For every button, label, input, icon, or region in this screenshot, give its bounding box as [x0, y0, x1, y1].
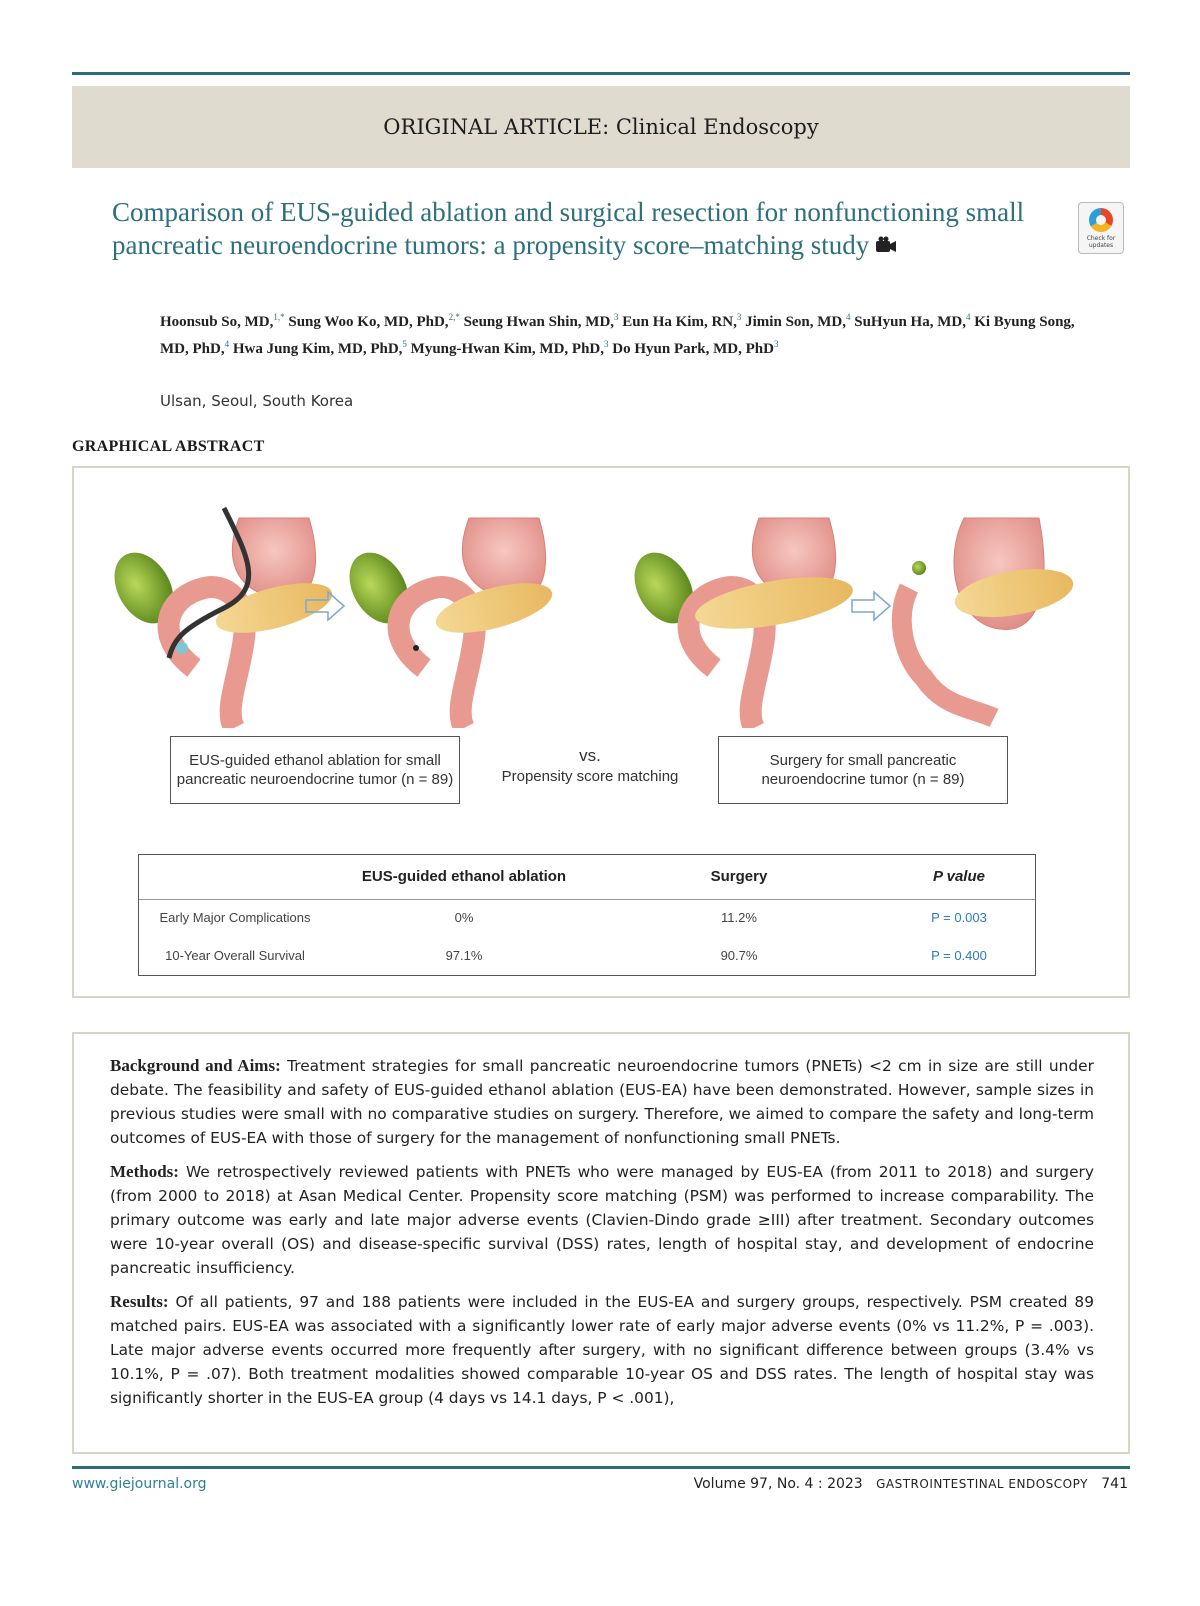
- bottom-rule: [72, 1466, 1130, 1469]
- badge-label: Check for updates: [1086, 235, 1116, 249]
- author-affiliation-marker: 5: [402, 339, 407, 349]
- author-affiliation-marker: 2,*: [448, 312, 460, 322]
- top-rule: [72, 72, 1130, 75]
- author-name: Do Hyun Park, MD, PhD: [608, 341, 774, 357]
- author-affiliation-marker: 3: [773, 339, 779, 349]
- author-affiliation-marker: 3: [604, 339, 609, 349]
- abstract-box: [72, 1032, 1130, 1454]
- table-cell: 11.2%: [721, 910, 757, 925]
- table-cell-pvalue: P = 0.400: [931, 948, 987, 963]
- article-type-label: ORIGINAL ARTICLE: Clinical Endoscopy: [383, 115, 819, 139]
- abstract-methods: [110, 1160, 1094, 1280]
- methods-label: Methods:: [110, 1162, 179, 1181]
- author-affiliation-marker: 1,*: [273, 312, 285, 322]
- surgery-before: [622, 518, 856, 728]
- crossmark-icon: [1089, 208, 1113, 232]
- author-name: Hwa Jung Kim, MD, PhD,: [229, 341, 403, 357]
- vs-label: vs.: [579, 746, 601, 765]
- author-name: Eun Ha Kim, RN,: [618, 314, 737, 330]
- author-name: Myung-Hwan Kim, MD, PhD,: [406, 341, 605, 357]
- author-name: SuHyun Ha, MD,: [850, 314, 966, 330]
- author-affiliation-marker: 3: [614, 312, 619, 322]
- author-name: Hoonsub So, MD,: [160, 314, 274, 330]
- results-label: Results:: [110, 1292, 169, 1311]
- surgery-caption: [718, 736, 1008, 804]
- video-camera-icon[interactable]: [875, 236, 897, 256]
- author-name: Ki Byung Song, MD, PhD,: [160, 314, 1075, 357]
- author-name: Jimin Son, MD,: [741, 314, 846, 330]
- background-label: Background and Aims:: [110, 1056, 281, 1075]
- footer-page: 741: [1101, 1476, 1128, 1492]
- author-name: Sung Woo Ko, MD, PhD,: [284, 314, 449, 330]
- anatomy-illustration: [74, 478, 1128, 728]
- results-table: [138, 854, 1036, 976]
- author-list: [160, 306, 1080, 360]
- table-row-label: 10-Year Overall Survival: [165, 948, 305, 963]
- graphical-abstract: [72, 466, 1130, 998]
- footer-journal: GASTROINTESTINAL ENDOSCOPY: [876, 1477, 1088, 1491]
- arrow-right-icon-2: [852, 592, 890, 620]
- table-cell: 97.1%: [445, 948, 483, 963]
- col-header-eus: EUS-guided ethanol ablation: [361, 868, 567, 885]
- article-type-banner: [72, 86, 1130, 168]
- author-affiliation-marker: 4: [965, 312, 971, 322]
- eus-ablation-after: [337, 518, 557, 728]
- surgery-caption-text: Surgery for small pancreatic neuroendocrine tumor (n = 89): [761, 752, 965, 788]
- abstract-background: [110, 1054, 1094, 1150]
- journal-url-link[interactable]: www.giejournal.org: [72, 1476, 207, 1492]
- eus-ablation-before: [102, 508, 337, 728]
- background-text: Treatment strategies for small pancreatic neuroendocrine tumors (PNETs) <2 cm in size are still under debate. The feasibility and safety of EUS-guided ethanol ablation (EUS-EA) have been demonstrated. However, sample sizes in previous studies were small with no comparative studies on surgery. Therefore, we aimed to compare the safety and long-term outcomes of EUS-EA with those of surgery for the management of nonfunctioning small PNETs.: [110, 1057, 1094, 1147]
- table-cell: 0%: [454, 910, 474, 925]
- article-title: [112, 196, 1052, 262]
- author-affiliation-marker: 4: [846, 312, 851, 322]
- surgery-after: [902, 518, 1077, 718]
- psm-label: Propensity score matching: [501, 768, 679, 785]
- article-title-text: Comparison of EUS-guided ablation and surgical resection for nonfunctioning small pancreatic neuroendocrine tumors: a propensity score–matching study: [112, 197, 1025, 260]
- check-for-updates-badge[interactable]: [1078, 202, 1124, 254]
- eus-ea-caption-text: EUS-guided ethanol ablation for small pancreatic neuroendocrine tumor (n = 89): [176, 752, 454, 788]
- table-cell: 90.7%: [720, 948, 758, 963]
- methods-text: We retrospectively reviewed patients with PNETs who were managed by EUS-EA (from 2011 to 2018) and surgery (from 2000 to 2018) at Asan Medical Center. Propensity score matching (PSM) was performed to increase comparability. The primary outcome was early and late major adverse events (Clavien-Dindo grade ≥III) after treatment. Secondary outcomes were 10-year overall (OS) and disease-specific survival (DSS) rates, length of hospital stay, and development of endocrine pancreatic insufficiency.: [110, 1163, 1094, 1277]
- table-row-label: Early Major Complications: [159, 910, 311, 925]
- footer-citation: [694, 1476, 1128, 1492]
- abstract-results: [110, 1290, 1094, 1410]
- author-affiliation-marker: 3: [736, 312, 742, 322]
- col-header-surgery: Surgery: [710, 868, 768, 885]
- author-name: Seung Hwan Shin, MD,: [459, 314, 615, 330]
- author-affiliation-marker: 4: [224, 339, 230, 349]
- graphical-abstract-heading: GRAPHICAL ABSTRACT: [72, 438, 265, 455]
- results-text: Of all patients, 97 and 188 patients were included in the EUS-EA and surgery groups, respectively. PSM created 89 matched pairs. EUS-EA was associated with a significantly lower rate of early major adverse events (0% vs 11.2%, P = .003). Late major adverse events occurred more frequently after surgery, with no significant difference between groups (3.4% vs 10.1%, P = .07). Both treatment modalities showed comparable 10-year OS and DSS rates. The length of hospital stay was significantly shorter in the EUS-EA group (4 days vs 14.1 days, P < .001),: [110, 1293, 1094, 1407]
- col-header-pvalue: P value: [933, 868, 985, 885]
- affiliation: Ulsan, Seoul, South Korea: [160, 392, 354, 410]
- footer-volume: Volume 97, No. 4 : 2023: [693, 1476, 863, 1492]
- eus-ea-caption: [170, 736, 460, 804]
- table-cell-pvalue: P = 0.003: [931, 910, 987, 925]
